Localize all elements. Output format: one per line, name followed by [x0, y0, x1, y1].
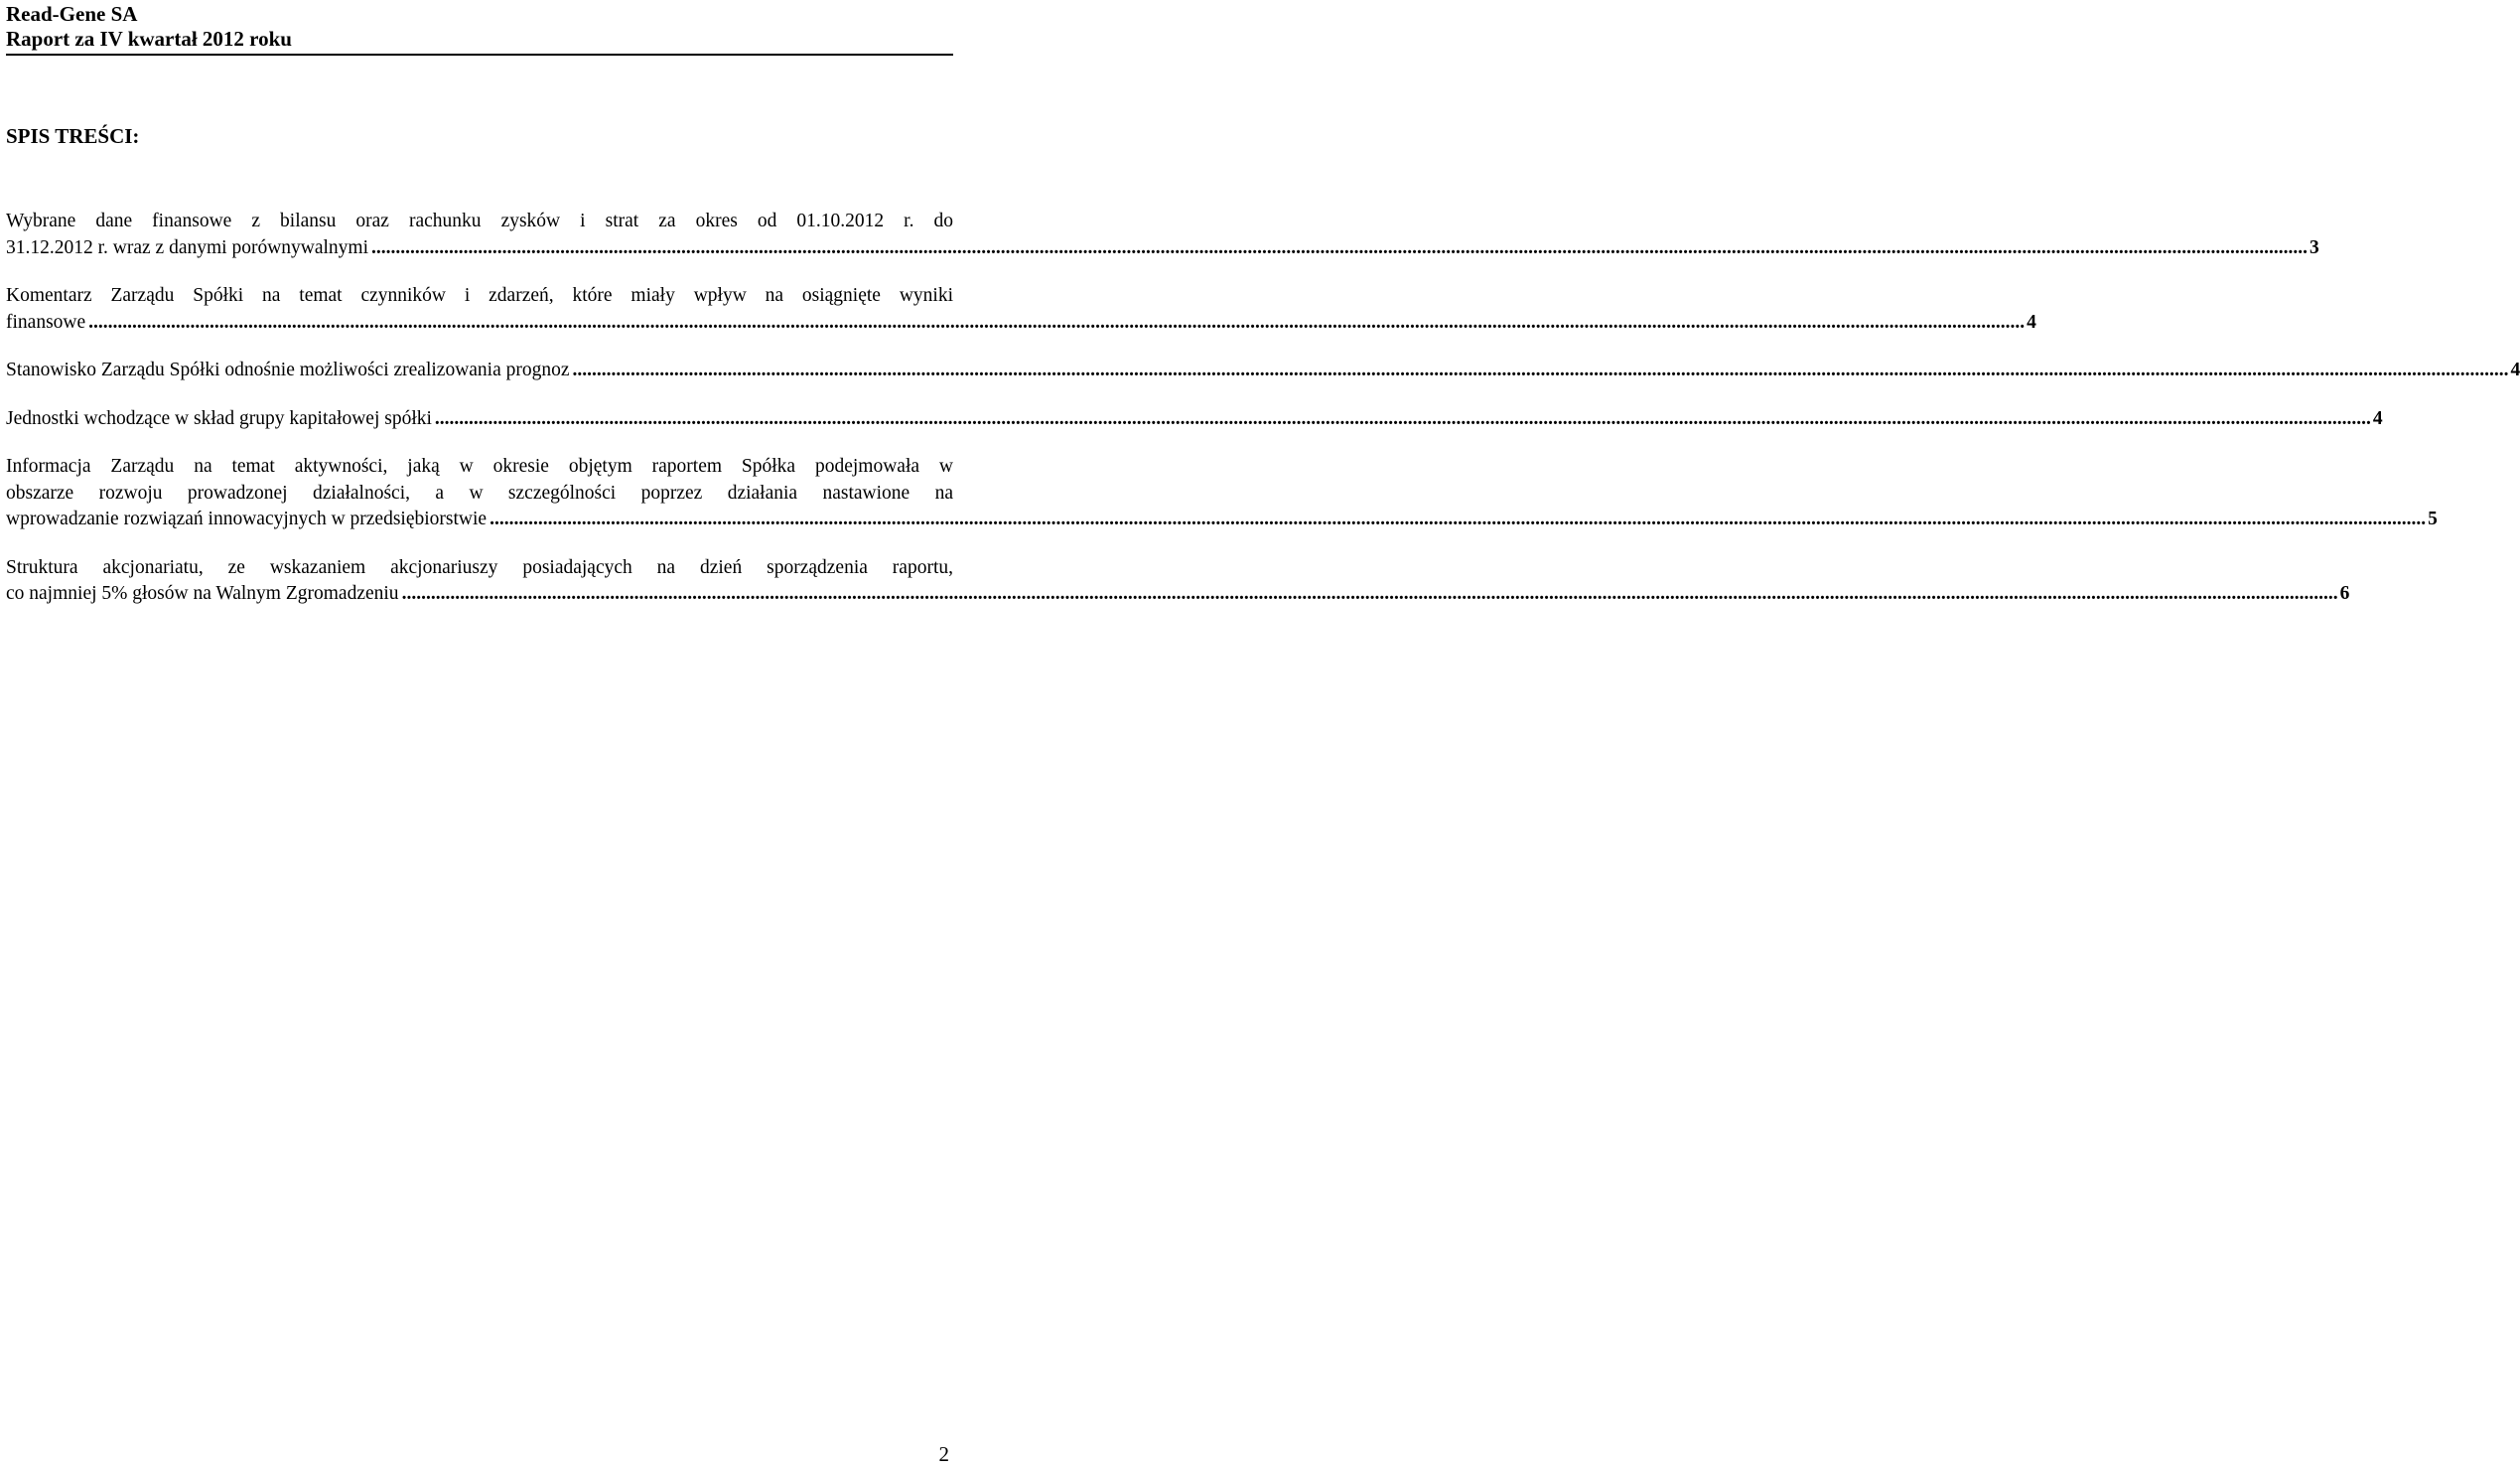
table-of-contents — [6, 209, 2520, 630]
toc-entry-text: wprowadzanie rozwiązań innowacyjnych w przedsiębiorstwie — [6, 509, 488, 529]
dot-leader: ................................................................................................................................................................................................................................................................................................................................................................................................................ — [371, 236, 2309, 258]
company-name: Read-Gene SA — [6, 2, 138, 26]
toc-page-number: 4 — [2372, 407, 2383, 429]
toc-entry-text: Informacja Zarządu na temat aktywności, jaką w okresie objętym raportem Spółka podejmowała w — [6, 456, 953, 477]
report-title: Raport za IV kwartał 2012 roku — [6, 27, 292, 51]
toc-entry-text: Wybrane dane finansowe z bilansu oraz rachunku zysków i strat za okres od 01.10.2012 r. do — [6, 211, 953, 231]
toc-entry[interactable] — [6, 555, 2350, 608]
toc-page-number: 3 — [2310, 236, 2319, 258]
toc-entry-text: finansowe — [6, 311, 86, 333]
page-number: 2 — [938, 1442, 949, 1466]
toc-entry-text: co najmniej 5% głosów na Walnym Zgromadzeniu — [6, 583, 399, 604]
toc-entry-text: Stanowisko Zarządu Spółki odnośnie możliwości zrealizowania prognoz — [6, 360, 570, 380]
toc-entry[interactable] — [6, 283, 2036, 336]
dot-leader: ................................................................................................................................................................................................................................................................................................................................................................................................................ — [88, 311, 2026, 333]
toc-page-number: 4 — [2510, 360, 2520, 380]
toc-entry-text: Struktura akcjonariatu, ze wskazaniem akcjonariuszy posiadających na dzień sporządzenia raportu, — [6, 556, 953, 578]
toc-entry-text: 31.12.2012 r. wraz z danymi porównywalnymi — [6, 236, 369, 258]
toc-page-number: 4 — [2027, 311, 2036, 333]
toc-entry-text: obszarze rozwoju prowadzonej działalności, a w szczególności poprzez działania nastawione na — [6, 482, 953, 504]
dot-leader: ................................................................................................................................................................................................................................................................................................................................................................................................................ — [490, 509, 2427, 529]
dot-leader: ................................................................................................................................................................................................................................................................................................................................................................................................................ — [572, 360, 2509, 380]
toc-entry[interactable] — [6, 358, 2520, 384]
toc-entry-text: Jednostki wchodzące w skład grupy kapitałowej spółki — [6, 407, 432, 429]
toc-title: SPIS TREŚCI: — [6, 124, 140, 148]
toc-entry-text: Komentarz Zarządu Spółki na temat czynników i zdarzeń, które miały wpływ na osiągnięte wyniki — [6, 285, 953, 306]
toc-entry[interactable] — [6, 209, 2319, 261]
report-header — [6, 2, 953, 56]
dot-leader: ................................................................................................................................................................................................................................................................................................................................................................................................................ — [401, 583, 2338, 604]
toc-page-number: 5 — [2428, 509, 2438, 529]
dot-leader: ................................................................................................................................................................................................................................................................................................................................................................................................................ — [434, 407, 2371, 429]
toc-entry[interactable] — [6, 454, 2438, 533]
toc-entry[interactable] — [6, 406, 2383, 433]
toc-page-number: 6 — [2339, 583, 2350, 604]
